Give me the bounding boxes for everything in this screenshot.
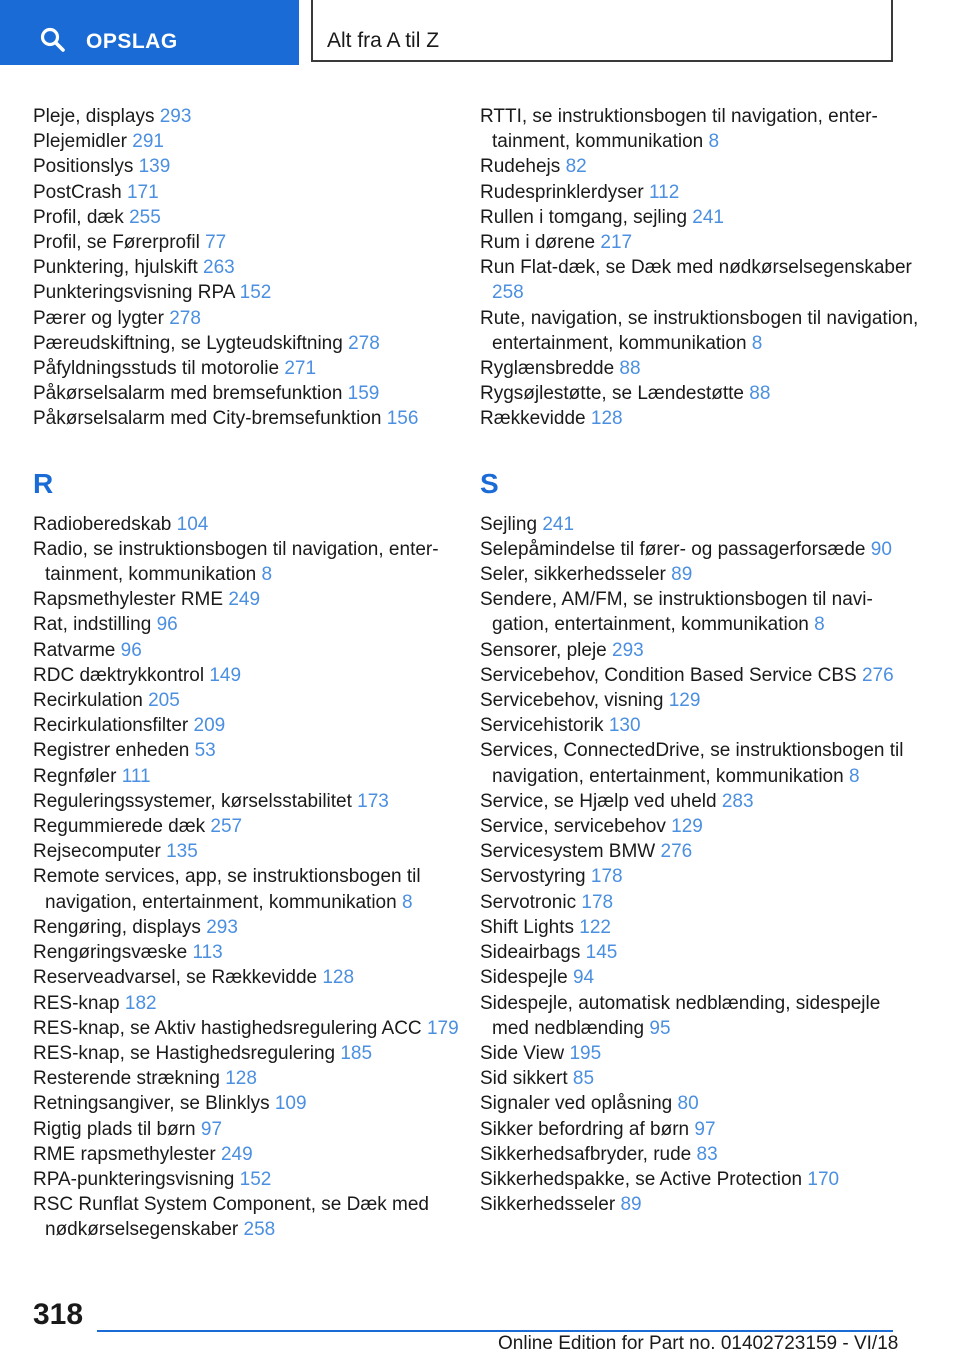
page-reference-link[interactable]: 249 (228, 589, 261, 611)
index-entry (33, 663, 463, 688)
index-entry (480, 789, 920, 814)
index-entry (33, 1167, 463, 1192)
index-entry (33, 1016, 463, 1041)
page-reference-link[interactable]: 8 (261, 564, 273, 586)
index-entry-text: Rute, navigation, se instruktionsbogen til navigation, entertainment, kommunikation (480, 307, 919, 354)
page-reference-link[interactable]: 113 (192, 942, 223, 964)
index-entry-text: Reguleringssystemer, kørselsstabilitet (33, 790, 352, 812)
index-entry (480, 230, 920, 255)
index-entry (480, 1142, 920, 1167)
index-entry (33, 280, 463, 305)
index-entry (480, 864, 920, 889)
index-entry (480, 1091, 920, 1116)
index-entry-text: Reserveadvarsel, se Rækkevidde (33, 967, 318, 989)
page-reference-link[interactable]: 80 (677, 1093, 699, 1115)
index-entry-text: RPA-punkteringsvisning (33, 1168, 235, 1190)
index-entry-text: Servicehistorik (480, 715, 604, 737)
index-entry-text: Rækkevidde (480, 408, 586, 430)
index-entry-text: RME rapsmethylester (33, 1143, 216, 1165)
index-entry (480, 255, 920, 305)
page-reference-link[interactable]: 241 (692, 206, 724, 228)
index-entry-text: Sendere, AM/FM, se instruktionsbogen til navigation, entertainment, kommunikation (480, 589, 873, 636)
index-entry-text: RES-knap (33, 992, 120, 1014)
index-entry (33, 180, 463, 205)
index-entry (480, 638, 920, 663)
page-reference-link[interactable]: 95 (649, 1017, 671, 1039)
index-entry (33, 991, 463, 1016)
page-reference-link[interactable]: 152 (239, 1168, 272, 1190)
index-entry (33, 381, 463, 406)
index-entry-text: Påkørselsalarm med bremsefunktion (33, 383, 343, 405)
page-reference-link[interactable]: 209 (193, 715, 226, 737)
page-reference-link[interactable]: 149 (209, 664, 242, 686)
page-reference-link[interactable]: 88 (619, 358, 641, 380)
index-entry (33, 512, 463, 537)
index-entry (480, 180, 920, 205)
page-reference-link[interactable]: 8 (401, 891, 413, 913)
index-entry-text: Rum i dørene (480, 232, 596, 254)
page-reference-link[interactable]: 53 (194, 740, 216, 762)
page-reference-link[interactable]: 83 (696, 1143, 718, 1165)
index-entry (480, 205, 920, 230)
index-entry (33, 129, 463, 154)
index-entry-text: Rigtig plads til børn (33, 1118, 196, 1140)
page-reference-link[interactable]: 128 (590, 408, 623, 430)
index-entry-text: Rudesprinklerdyser (480, 181, 644, 203)
page-reference-link[interactable]: 109 (274, 1093, 307, 1115)
index-entry (33, 1041, 463, 1066)
index-entry-text: Profil, dæk (33, 206, 124, 228)
index-entry (33, 688, 463, 713)
index-entry (480, 688, 920, 713)
index-entry (33, 1066, 463, 1091)
page-reference-link[interactable]: 205 (148, 690, 180, 712)
index-entry (480, 1066, 920, 1091)
page-number: 318 (33, 1298, 84, 1331)
page-reference-link[interactable]: 258 (492, 282, 524, 304)
search-tab-label: OPSLAG (86, 30, 178, 53)
index-entry (33, 713, 463, 738)
index-entry-text: Remote services, app, se instruktionsbogen til navigation, entertainment, kommunikation (33, 866, 421, 913)
index-entry (33, 255, 463, 280)
page-reference-link[interactable]: 271 (284, 358, 317, 380)
index-entry (33, 104, 463, 129)
page-reference-link[interactable]: 178 (581, 891, 614, 913)
page-reference-link[interactable]: 257 (210, 816, 243, 838)
index-entry-text: Pleje, displays (33, 106, 155, 127)
page-reference-link[interactable]: 278 (348, 332, 380, 354)
index-entry (33, 306, 463, 331)
page-reference-link[interactable]: 89 (620, 1194, 642, 1216)
index-entry (33, 915, 463, 940)
index-entry-text: Servicebehov, Condition Based Service CBS (480, 664, 857, 686)
index-entry-text: RSC Runflat System Component, se Dæk med nødkørselsegenskaber (33, 1194, 429, 1241)
page-reference-link[interactable]: 130 (608, 715, 641, 737)
page-reference-link[interactable]: 97 (200, 1118, 223, 1140)
index-entry-text: Servicesystem BMW (480, 841, 656, 863)
index-entry-text: Selepåmindelse til fører- og passagerforsæde (480, 538, 866, 560)
index-entry-text: Servostyring (480, 866, 586, 888)
page-reference-link[interactable]: 129 (668, 690, 701, 712)
page-reference-link[interactable]: 182 (124, 992, 157, 1014)
a-to-z-tab[interactable] (311, 0, 893, 62)
page-reference-link[interactable]: 97 (694, 1118, 716, 1140)
index-entry-text: Rat, indstilling (33, 614, 152, 636)
index-entry-text: Sikker befordring af børn (480, 1118, 690, 1140)
index-entry-text: RDC dæktrykkontrol (33, 664, 205, 686)
section-letter-heading: S (480, 467, 499, 499)
index-entry (480, 587, 920, 637)
index-entry (33, 1091, 463, 1116)
page-reference-link[interactable]: 255 (129, 206, 161, 228)
index-entry-text: Rapsmethylester RME (33, 589, 224, 611)
index-entry-text: Rudehejs (480, 156, 561, 178)
page-reference-link[interactable]: 170 (807, 1168, 840, 1190)
footer-divider (97, 1330, 893, 1332)
page-reference-link[interactable]: 171 (126, 181, 159, 203)
index-entry-text: Radioberedskab (33, 513, 172, 535)
index-entry (33, 764, 463, 789)
index-entry (480, 713, 920, 738)
page-reference-link[interactable]: 96 (120, 639, 142, 661)
index-entry (33, 612, 463, 637)
search-icon (40, 27, 66, 53)
index-entry (480, 1192, 920, 1217)
index-entry-text: Recirkulation (33, 690, 143, 712)
page-reference-link[interactable]: 139 (138, 156, 171, 178)
index-entry-text: Punkteringsvisning RPA (33, 282, 235, 304)
page-reference-link[interactable]: 85 (572, 1068, 595, 1090)
index-entry (33, 154, 463, 179)
search-tab[interactable] (0, 0, 299, 65)
index-entry-text: Servotronic (480, 891, 577, 913)
page-reference-link[interactable]: 185 (340, 1042, 373, 1064)
page-reference-link[interactable]: 258 (243, 1219, 276, 1241)
page-reference-link[interactable]: 276 (861, 664, 894, 686)
index-entry-text: Profil, se Førerprofil (33, 232, 200, 254)
index-entry-text: Radio, se instruktionsbogen til navigation, entertainment, kommunikation (33, 538, 439, 586)
index-entry (33, 331, 463, 356)
index-entry-text: Sideairbags (480, 942, 581, 964)
page-reference-link[interactable]: 278 (169, 307, 201, 329)
index-entry-text: Ratvarme (33, 639, 116, 661)
index-entry-text: Regnføler (33, 765, 117, 787)
index-entry-text: Påfyldningsstuds til motorolie (33, 358, 280, 380)
index-entry-text: Punktering, hjulskift (33, 257, 198, 279)
index-entry (480, 154, 920, 179)
index-entry-text: RES-knap, se Aktiv hastighedsregulering ACC (33, 1017, 422, 1039)
index-entry-text: Pærer og lygter (33, 307, 164, 329)
page-reference-link[interactable]: 104 (176, 513, 209, 535)
index-entry (33, 789, 463, 814)
index-entry-text: Sikkerhedsseler (480, 1194, 616, 1216)
index-entry-text: Side View (480, 1042, 565, 1064)
index-entry-text: Signaler ved oplåsning (480, 1093, 673, 1115)
index-entry-text: Sidespejle (480, 967, 568, 989)
page-reference-link[interactable]: 128 (225, 1068, 257, 1090)
index-entry (480, 940, 920, 965)
index-entry (33, 864, 463, 914)
page-reference-link[interactable]: 82 (565, 156, 587, 178)
index-entry (33, 814, 463, 839)
index-entry (33, 406, 463, 431)
index-entry (480, 915, 920, 940)
index-entry-text: Servicebehov, visning (480, 690, 664, 712)
index-entry-text: Recirkulationsfilter (33, 715, 189, 737)
index-entry (480, 306, 920, 356)
index-entry-text: Shift Lights (480, 916, 574, 938)
index-entry (33, 356, 463, 381)
page-reference-link[interactable]: 178 (590, 866, 623, 888)
page-reference-link[interactable]: 8 (751, 332, 763, 354)
index-entry (480, 1041, 920, 1066)
index-entry (480, 1117, 920, 1142)
index-entry (480, 814, 920, 839)
page-reference-link[interactable]: 8 (848, 765, 860, 787)
index-entry-text: Sejling (480, 513, 538, 535)
index-entry (480, 991, 920, 1041)
index-entry (33, 1192, 463, 1242)
index-entry (33, 205, 463, 230)
page-reference-link[interactable]: 159 (347, 383, 380, 405)
index-entry (33, 1117, 463, 1142)
index-entry-text: Sikkerhedspakke, se Active Protection (480, 1168, 803, 1190)
index-entry (480, 738, 920, 788)
page-reference-link[interactable]: 90 (870, 538, 892, 560)
index-entry (480, 356, 920, 381)
a-to-z-tab-label: Alt fra A til Z (327, 29, 440, 52)
index-entry (480, 965, 920, 990)
index-entry (33, 965, 463, 990)
index-entry-text: Registrer enheden (33, 740, 190, 762)
index-entry-text: Positionslys (33, 156, 134, 178)
index-entry (480, 890, 920, 915)
page-reference-link[interactable]: 89 (671, 564, 693, 586)
index-entry (480, 663, 920, 688)
page-reference-link[interactable]: 276 (660, 841, 693, 863)
edition-footer: Online Edition for Part no. 01402723159 - VI/18 (498, 1333, 899, 1354)
index-entry-text: Rygsøjlestøtte, se Lændestøtte (480, 383, 744, 405)
page-reference-link[interactable]: 152 (239, 282, 272, 304)
page-reference-link[interactable]: 111 (121, 765, 151, 787)
index-entry-text: Rengøringsvæske (33, 942, 188, 964)
index-entry (480, 537, 920, 562)
page-reference-link[interactable]: 291 (132, 131, 164, 153)
index-entry (480, 104, 920, 154)
index-entry (33, 839, 463, 864)
page-reference-link[interactable]: 94 (572, 967, 595, 989)
index-entry-text: Sikkerhedsafbryder, rude (480, 1143, 692, 1165)
page-reference-link[interactable]: 96 (156, 614, 178, 636)
page-reference-link[interactable]: 217 (600, 232, 633, 254)
page-reference-link[interactable]: 195 (569, 1042, 602, 1064)
index-entry-text: Sid sikkert (480, 1068, 568, 1090)
page-reference-link[interactable]: 129 (671, 816, 703, 838)
index-entry-text: Rejsecomputer (33, 841, 161, 863)
section-letter-heading: R (33, 467, 54, 499)
page-reference-link[interactable]: 173 (357, 790, 389, 812)
index-entry-text: Sensorer, pleje (480, 639, 607, 661)
index-entry (33, 638, 463, 663)
index-entry (480, 562, 920, 587)
page-reference-link[interactable]: 8 (708, 131, 720, 153)
index-entry-text: Regummierede dæk (33, 816, 206, 838)
page-reference-link[interactable]: 156 (386, 408, 419, 430)
page-reference-link[interactable]: 241 (542, 513, 575, 535)
index-entry (33, 537, 463, 587)
page-reference-link[interactable]: 283 (721, 790, 754, 812)
index-entry-text: Sidespejle, automatisk nedblænding, sidespejle med nedblænding (480, 992, 881, 1039)
index-entry-text: Plejemidler (33, 131, 127, 153)
page-reference-link[interactable]: 77 (205, 232, 227, 254)
index-entry (33, 940, 463, 965)
index-entry (33, 587, 463, 612)
index-entry-text: Service, se Hjælp ved uheld (480, 790, 717, 812)
page-reference-link[interactable]: 293 (206, 916, 238, 938)
index-column-left (33, 104, 463, 1243)
index-entry-text: Retningsangiver, se Blinklys (33, 1093, 270, 1115)
index-entry (33, 1142, 463, 1167)
index-entry-text: Påkørselsalarm med City-bremsefunktion (33, 408, 382, 430)
index-entry-text: Rullen i tomgang, sejling (480, 206, 688, 228)
index-entry-text: Resterende strækning (33, 1068, 220, 1090)
index-entry-text: PostCrash (33, 181, 122, 203)
index-entry (480, 1167, 920, 1192)
page-reference-link[interactable]: 249 (220, 1143, 253, 1165)
index-column-right (480, 104, 920, 1217)
page-reference-link[interactable]: 128 (322, 967, 355, 989)
page-reference-link[interactable]: 293 (612, 639, 644, 661)
page-reference-link[interactable]: 263 (203, 257, 235, 279)
index-entry-text: Ryglænsbredde (480, 358, 615, 380)
page-reference-link[interactable]: 179 (426, 1017, 459, 1039)
index-entry-text: Seler, sikkerhedsseler (480, 564, 666, 586)
index-entry-text: Pæreudskiftning, se Lygteudskiftning (33, 332, 343, 354)
index-entry-text: RTTI, se instruktionsbogen til navigation, entertainment, kommunikation (480, 106, 878, 153)
page-reference-link[interactable]: 135 (166, 841, 198, 863)
index-entry (33, 230, 463, 255)
page-reference-link[interactable]: 8 (814, 614, 825, 636)
index-entry (480, 839, 920, 864)
page-reference-link[interactable]: 293 (159, 106, 192, 127)
index-entry-text: RES-knap, se Hastighedsregulering (33, 1042, 336, 1064)
page-reference-link[interactable]: 112 (648, 181, 680, 203)
index-entry-text: Run Flat-dæk, se Dæk med nødkørselsegenskaber (480, 257, 912, 279)
index-entry (480, 406, 920, 431)
index-entry (480, 512, 920, 537)
index-entry-text: Service, servicebehov (480, 816, 666, 838)
page-reference-link[interactable]: 88 (749, 383, 771, 405)
page-reference-link[interactable]: 122 (579, 916, 611, 938)
index-entry (480, 381, 920, 406)
index-entry-text: Rengøring, displays (33, 916, 201, 938)
page-reference-link[interactable]: 145 (585, 942, 618, 964)
index-entry (33, 738, 463, 763)
index-entry-text: Services, ConnectedDrive, se instruktionsbogen til navigation, entertainment, kommunikation (480, 740, 904, 787)
